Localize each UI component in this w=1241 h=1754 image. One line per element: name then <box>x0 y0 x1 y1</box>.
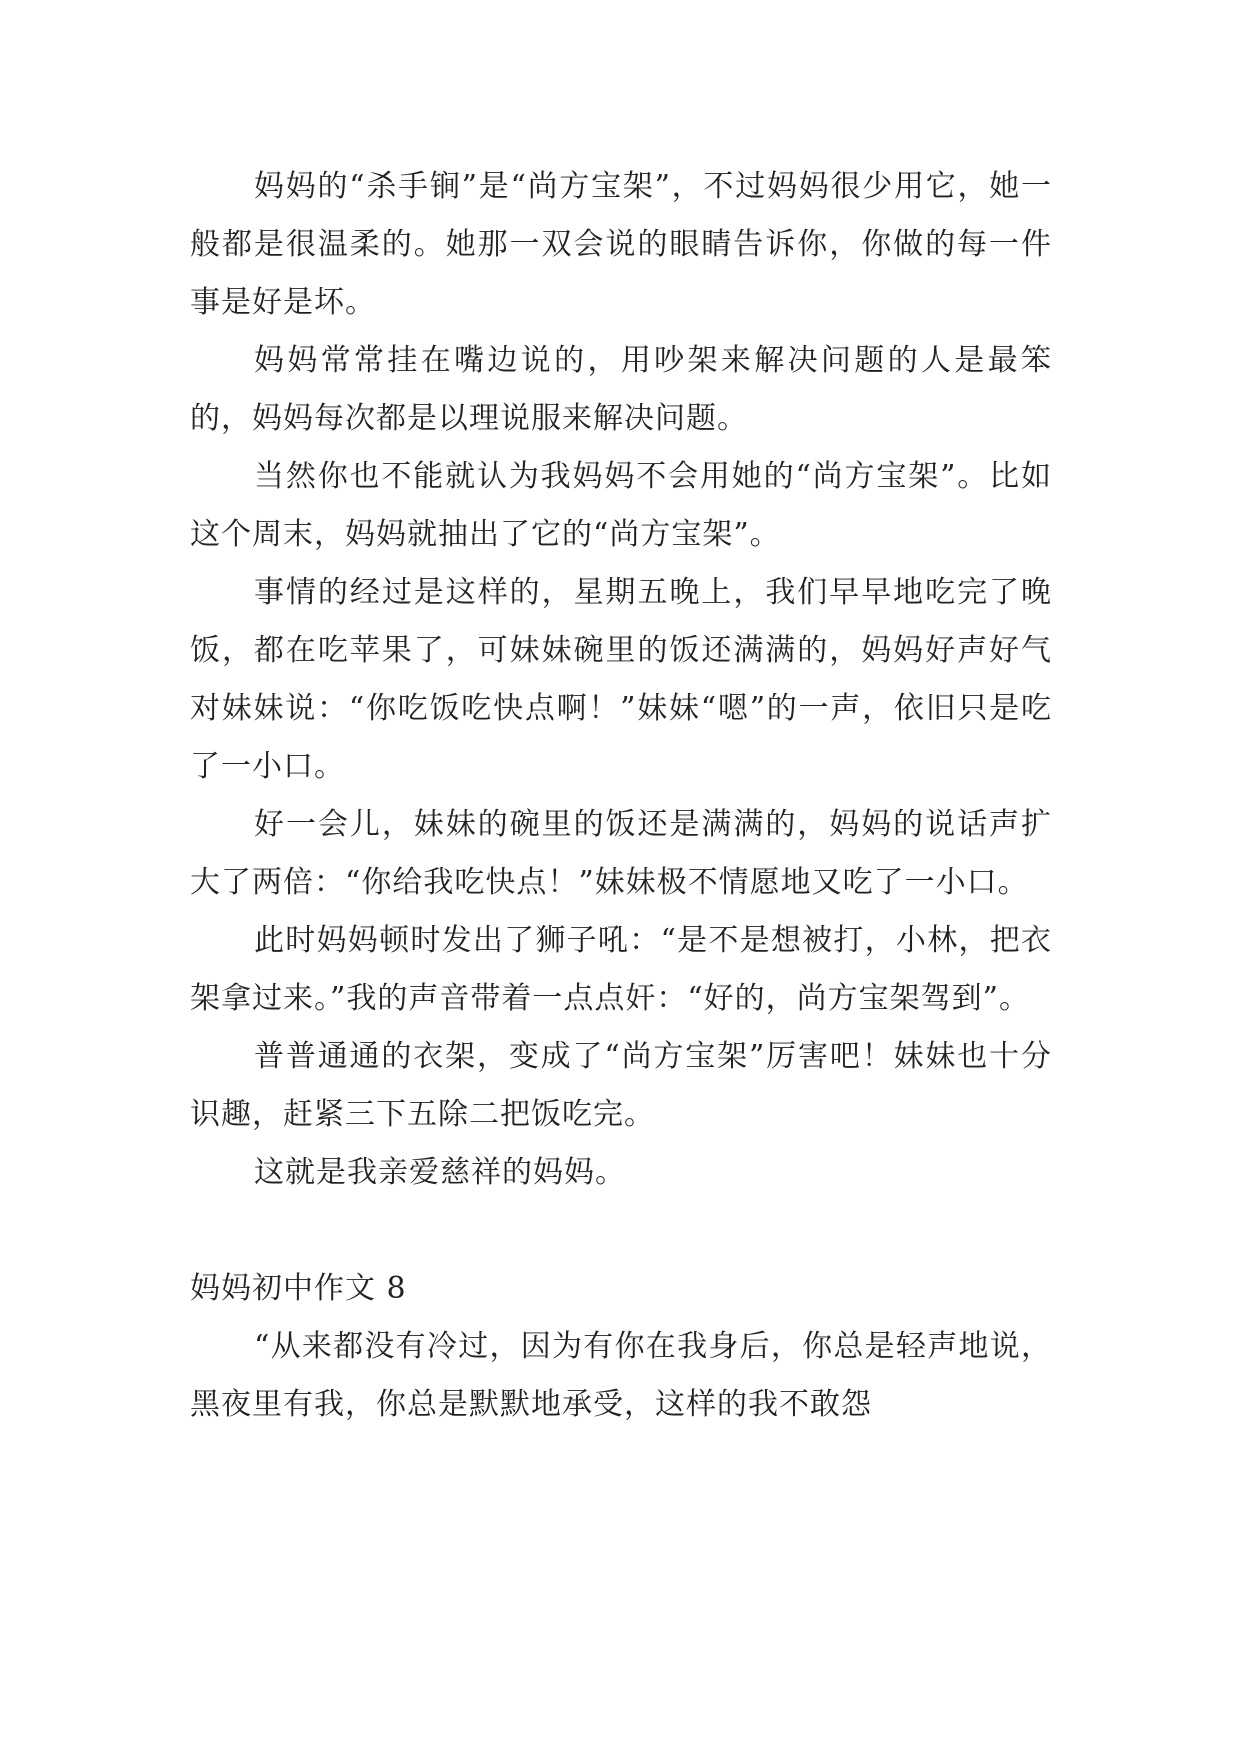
paragraph-2: 妈妈常常挂在嘴边说的，用吵架来解决问题的人是最笨的，妈妈每次都是以理说服来解决问题。 <box>190 343 1052 436</box>
paragraph-7: 普普通通的衣架，变成了“尚方宝架”厉害吧！妹妹也十分识趣，赶紧三下五除二把饭吃完。 <box>190 1039 1052 1132</box>
paragraph-1: 妈妈的“杀手锏”是“尚方宝架”，不过妈妈很少用它，她一般都是很温柔的。她那一双会说的眼睛告诉你，你做的每一件事是好是坏。 <box>190 169 1052 320</box>
paragraph-4: 事情的经过是这样的，星期五晚上，我们早早地吃完了晚饭，都在吃苹果了，可妹妹碗里的饭还满满的，妈妈好声好气对妹妹说：“你吃饭吃快点啊！”妹妹“嗯”的一声，依旧只是吃了一小口。 <box>190 575 1052 784</box>
paragraph-8: 这就是我亲爱慈祥的妈妈。 <box>254 1155 626 1190</box>
section-heading: 妈妈初中作文 8 <box>190 1271 407 1306</box>
document-body <box>190 158 1052 1434</box>
section-paragraph-1: “从来都没有冷过，因为有你在我身后，你总是轻声地说，黑夜里有我，你总是默默地承受，这样的我不敢怨 <box>190 1329 1052 1422</box>
paragraph-3: 当然你也不能就认为我妈妈不会用她的“尚方宝架”。比如这个周末，妈妈就抽出了它的“尚方宝架”。 <box>190 459 1052 552</box>
paragraph-5: 好一会儿，妹妹的碗里的饭还是满满的，妈妈的说话声扩大了两倍：“你给我吃快点！”妹妹极不情愿地又吃了一小口。 <box>190 807 1052 900</box>
paragraph-6: 此时妈妈顿时发出了狮子吼：“是不是想被打，小林，把衣架拿过来。”我的声音带着一点点奸：“好的，尚方宝架驾到”。 <box>190 923 1052 1016</box>
